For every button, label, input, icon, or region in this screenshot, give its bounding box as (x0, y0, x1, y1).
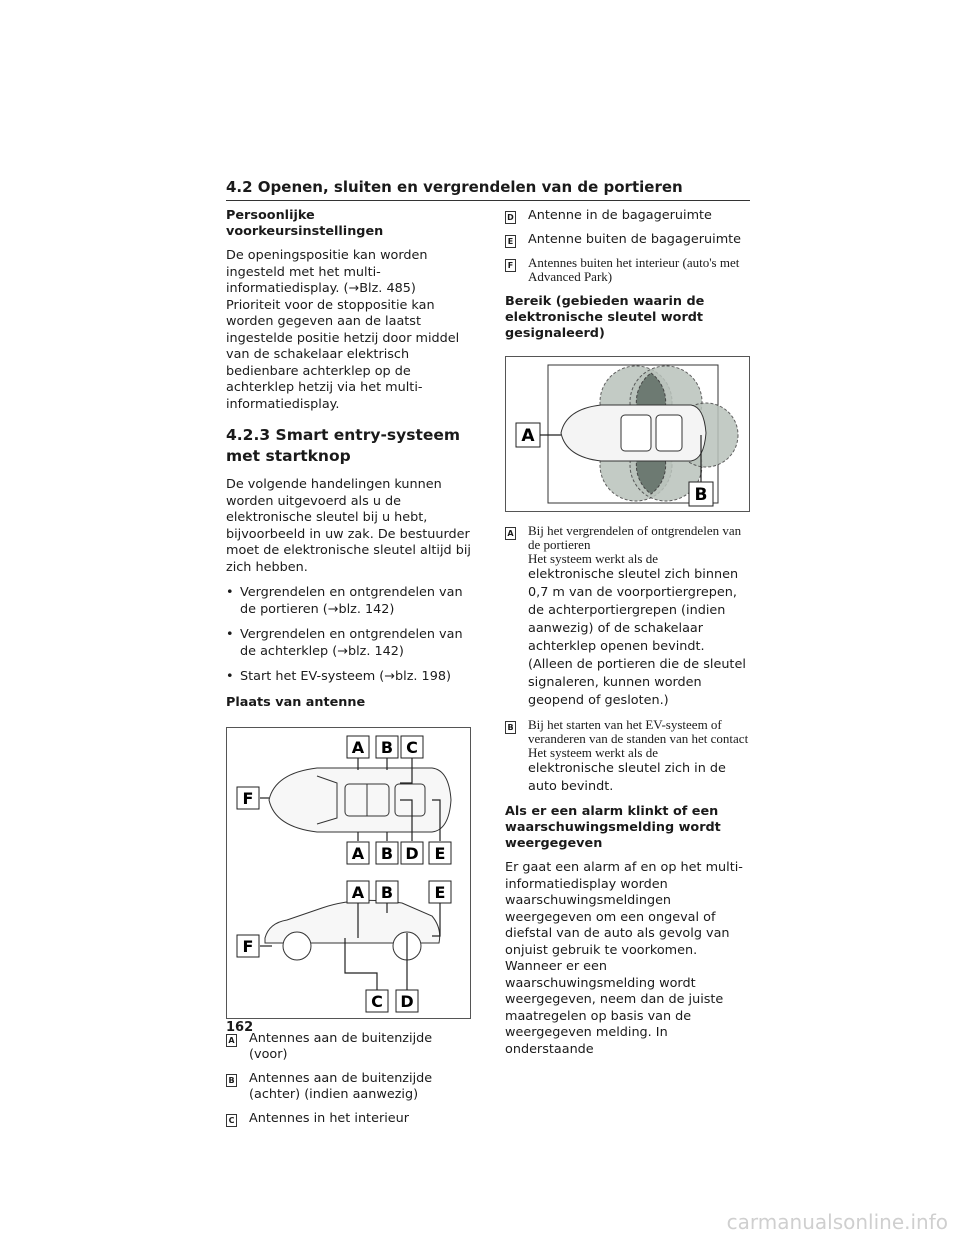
watermark: carmanualsonline.info (726, 1210, 948, 1234)
key-badge: C (226, 1114, 237, 1127)
svg-text:E: E (434, 843, 446, 863)
key-badge: A (505, 527, 516, 540)
alarm-heading: Als er een alarm klinkt of een waarschuwingsmelding wordt weergegeven (505, 804, 721, 851)
personal-settings-heading: Persoonlijke voorkeursinstellingen (226, 208, 384, 239)
key-badge: F (505, 259, 516, 272)
legend-item-e: E Antenne buiten de bagageruimte (505, 232, 750, 248)
car-side-view (265, 900, 440, 960)
svg-text:A: A (351, 737, 365, 757)
svg-text:C: C (406, 737, 418, 757)
list-item: • Start het EV-systeem (→blz. 198) (226, 669, 451, 684)
svg-text:C: C (371, 991, 383, 1011)
antenna-location-heading: Plaats van antenne (226, 694, 366, 710)
list-item: • Vergrendelen en ontgrendelen van de portieren (→blz. 142) (226, 585, 463, 617)
smart-entry-heading: 4.2.3 Smart entry-systeem met startknop (226, 426, 461, 465)
left-column (226, 208, 471, 1135)
svg-text:D: D (400, 991, 414, 1011)
svg-text:B: B (380, 843, 394, 863)
zone-label-a: A (521, 426, 535, 446)
car-top-view (269, 768, 451, 832)
range-item-b: B Bij het starten van het EV-systeem of veranderen van de standen van het contact Het systeem werkt als de elektronische sleutel zich in de auto bevindt. (505, 718, 750, 796)
svg-text:B: B (380, 882, 394, 902)
legend-item-f: F Antennes buiten het interieur (auto's met Advanced Park) (505, 256, 750, 284)
section-header: 4.2 Openen, sluiten en vergrendelen van de portieren (226, 178, 683, 196)
smart-entry-text: De volgende handelingen kunnen worden uitgevoerd als u de elektronische sleutel bij u hebt, bijvoorbeeld in uw zak. De bestuurder moet de elektronische sleutel altijd bij zich hebben. (226, 477, 471, 575)
zone-label-b: B (694, 485, 708, 505)
feature-list (226, 585, 471, 686)
key-badge: D (505, 211, 516, 224)
legend-item-c: C Antennes in het interieur (226, 1111, 471, 1127)
svg-text:F: F (242, 936, 254, 956)
range-diagram (506, 357, 749, 511)
key-badge: A (226, 1034, 237, 1047)
svg-text:A: A (351, 843, 365, 863)
range-item-a: A Bij het vergrendelen of ontgrendelen van de portieren Het systeem werkt als de elektronische sleutel zich binnen 0,7 m van de voorportiergrepen, de achterportiergrepen (indien aanwezig) of de schakelaar achterklep openen bevindt. (Alleen de portieren die de sleutel signaleren, kunnen worden geopend of gesloten.) (505, 524, 750, 710)
key-badge: B (505, 721, 516, 734)
header-divider (226, 200, 750, 201)
list-item: • Vergrendelen en ontgrendelen van de achterklep (→blz. 142) (226, 627, 463, 659)
page-number: 162 (226, 1020, 254, 1035)
right-column (505, 208, 750, 1067)
key-badge: B (226, 1074, 237, 1087)
svg-text:D: D (405, 843, 419, 863)
personal-settings-text: De openingspositie kan worden ingesteld met het multi-informatiedisplay. (→Blz. 485) Prioriteit voor de stoppositie kan worden gegeven aan de laatst ingestelde positie hetzij door middel van de schakelaar elektrisch bedienbare achterklep op de achterklep hetzij via het multi-informatiedisplay. (226, 248, 460, 412)
legend-item-a: A Antennes aan de buitenzijde (voor) (226, 1031, 471, 1063)
svg-text:E: E (434, 882, 446, 902)
antenna-diagram (227, 728, 470, 1018)
detection-range-figure (505, 356, 750, 512)
antenna-location-figure (226, 727, 471, 1019)
svg-text:A: A (351, 882, 365, 902)
detection-range-heading: Bereik (gebieden waarin de elektronische sleutel wordt gesignaleerd) (505, 294, 705, 341)
legend-item-b: B Antennes aan de buitenzijde (achter) (indien aanwezig) (226, 1071, 471, 1103)
svg-text:B: B (380, 737, 394, 757)
key-badge: E (505, 235, 516, 248)
car-top-view-range (561, 405, 706, 461)
svg-text:F: F (242, 788, 254, 808)
legend-item-d: D Antenne in de bagageruimte (505, 208, 750, 224)
alarm-text: Er gaat een alarm af en op het multi-informatiedisplay worden waarschuwingsmeldingen weergegeven om een ongeval of diefstal van de auto als gevolg van onjuist gebruik te voorkomen. Wanneer er een waarschuwingsmelding wordt weergegeven, neem dan de juiste maatregelen op basis van de weergegeven melding. In onderstaande (505, 860, 743, 1057)
